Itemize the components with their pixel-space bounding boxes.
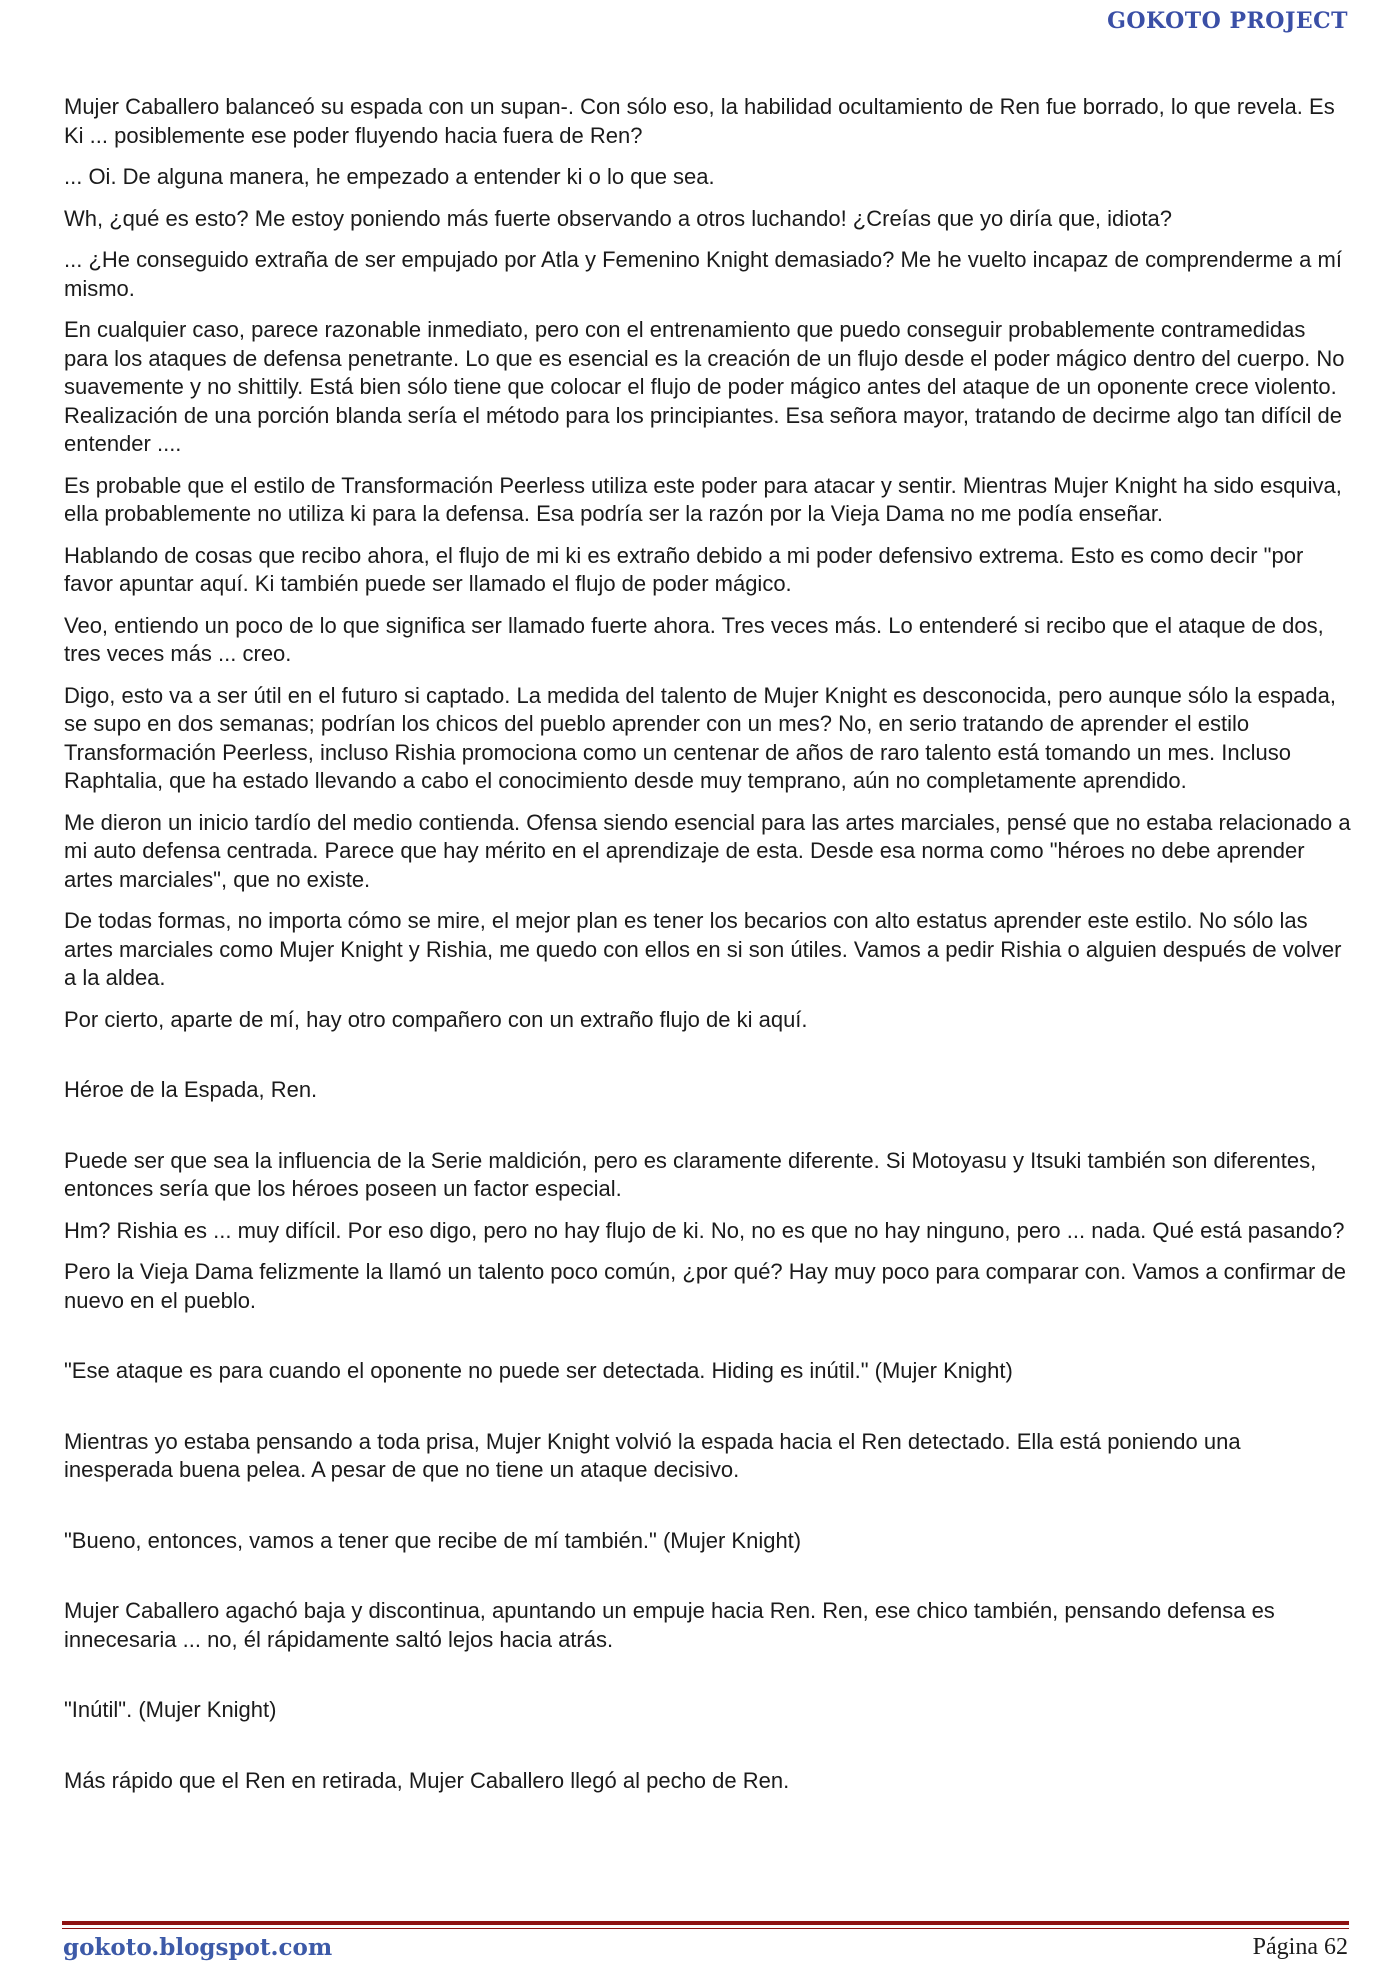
- paragraph: Pero la Vieja Dama felizmente la llamó un talento poco común, ¿por qué? Hay muy poco para comparar con. Vamos a confirmar de nuevo en el pueblo.: [64, 1259, 1346, 1313]
- paragraph: ... Oi. De alguna manera, he empezado a entender ki o lo que sea.: [64, 164, 715, 189]
- paragraph: "Ese ataque es para cuando el oponente no puede ser detectada. Hiding es inútil." (Mujer Knight): [64, 1358, 1013, 1383]
- paragraph: Veo, entiendo un poco de lo que significa ser llamado fuerte ahora. Tres veces más. Lo entenderé si recibo que el ataque de dos, tres veces más ... creo.: [64, 612, 1324, 666]
- paragraph: ... ¿He conseguido extraña de ser empujado por Atla y Femenino Knight demasiado? Me he vuelto incapaz de comprenderme a mí mismo.: [64, 247, 1342, 301]
- page-number: Página 62: [1252, 1934, 1348, 1960]
- paragraph: "Inútil". (Mujer Knight): [64, 1697, 277, 1722]
- paragraph: Por cierto, aparte de mí, hay otro compañero con un extraño flujo de ki aquí.: [64, 1006, 808, 1032]
- footer-divider-thin: [62, 1928, 1349, 1929]
- paragraph: Digo, esto va a ser útil en el futuro si captado. La medida del talento de Mujer Knight es desconocida, pero aunque sólo la espada, se supo en dos semanas; podrían los chicos del pueblo aprender con un mes? No, en serio tratando de aprender el estilo Transformación Peerless, incluso Rishia promociona como un centenar de años de raro talento está tomando un mes. Incluso Raphtalia, que ha estado llevando a cabo el conocimiento desde muy temprano, aún no completamente aprendido.: [64, 682, 1336, 793]
- footer-site-link[interactable]: gokoto.blogspot.com: [63, 1934, 333, 1961]
- paragraph: Es probable que el estilo de Transformación Peerless utiliza este poder para atacar y sentir. Mientras Mujer Knight ha sido esquiva, ella probablemente no utiliza ki para la defensa. Esa podría ser la razón por la Vieja Dama no me podía enseñar.: [64, 472, 1342, 526]
- paragraph: Hm? Rishia es ... muy difícil. Por eso digo, pero no hay flujo de ki. No, no es que no hay ninguno, pero ... nada. Qué está pasando?: [64, 1217, 1345, 1243]
- header-brand: GOKOTO PROJECT: [1107, 8, 1348, 34]
- paragraph: Wh, ¿qué es esto? Me estoy poniendo más fuerte observando a otros luchando! ¿Creías que yo diría que, idiota?: [64, 205, 1172, 231]
- footer-divider: [62, 1921, 1349, 1925]
- paragraph: Hablando de cosas que recibo ahora, el flujo de mi ki es extraño debido a mi poder defensivo extrema. Esto es como decir "por favor apuntar aquí. Ki también puede ser llamado el flujo de poder mágico.: [64, 542, 1304, 596]
- paragraph: De todas formas, no importa cómo se mire, el mejor plan es tener los becarios con alto estatus aprender este estilo. No sólo las artes marciales como Mujer Knight y Rishia, me quedo con ellos en si son útiles. Vamos a pedir Rishia o alguien después de volver a la aldea.: [64, 908, 1342, 990]
- paragraph: Me dieron un inicio tardío del medio contienda. Ofensa siendo esencial para las artes marciales, pensé que no estaba relacionado a mi auto defensa centrada. Parece que hay mérito en el aprendizaje de esta. Desde esa norma como "héroes no debe aprender artes marciales", que no existe.: [64, 809, 1351, 892]
- paragraph: "Bueno, entonces, vamos a tener que recibe de mí también." (Mujer Knight): [64, 1527, 802, 1553]
- paragraph: Puede ser que sea la influencia de la Serie maldición, pero es claramente diferente. Si Motoyasu y Itsuki también son diferentes, entonces sería que los héroes poseen un factor especial.: [64, 1147, 1317, 1201]
- paragraph: Más rápido que el Ren en retirada, Mujer Caballero llegó al pecho de Ren.: [64, 1767, 790, 1793]
- paragraph: En cualquier caso, parece razonable inmediato, pero con el entrenamiento que puedo conseguir probablemente contramedidas para los ataques de defensa penetrante. Lo que es esencial es la creación de un flujo desde el poder mágico dentro del cuerpo. No suavemente y no shittily. Está bien sólo tiene que colocar el flujo de poder mágico antes del ataque de un oponente crece violento. Realización de una porción blanda sería el método para los principiantes. Esa señora mayor, tratando de decirme algo tan difícil de entender ....: [64, 317, 1345, 456]
- paragraph: Mientras yo estaba pensando a toda prisa, Mujer Knight volvió la espada hacia el Ren detectado. Ella está poniendo una inesperada buena pelea. A pesar de que no tiene un ataque decisivo.: [64, 1428, 1241, 1482]
- paragraph: Mujer Caballero balanceó su espada con un supan-. Con sólo eso, la habilidad ocultamiento de Ren fue borrado, lo que revela. Es Ki ... posiblemente ese poder fluyendo hacia fuera de Ren?: [64, 94, 1335, 148]
- paragraph: Mujer Caballero agachó baja y discontinua, apuntando un empuje hacia Ren. Ren, ese chico también, pensando defensa es innecesaria ... no, él rápidamente saltó lejos hacia atrás.: [64, 1598, 1275, 1652]
- document-body: [64, 93, 1354, 1808]
- paragraph: Héroe de la Espada, Ren.: [64, 1077, 318, 1102]
